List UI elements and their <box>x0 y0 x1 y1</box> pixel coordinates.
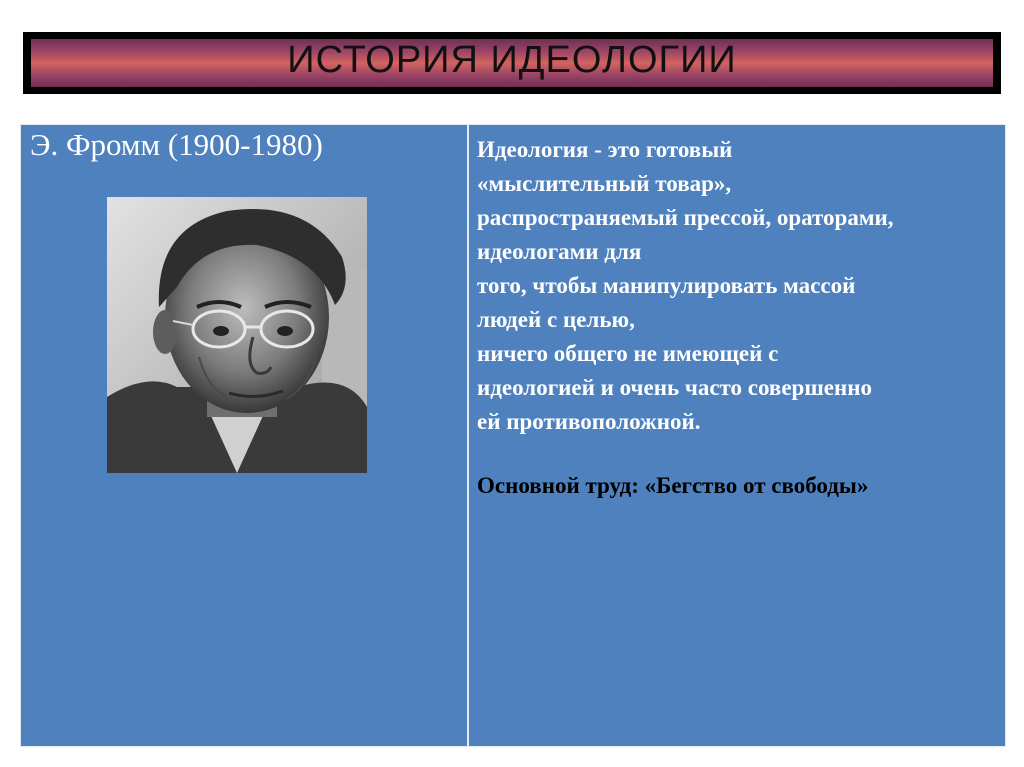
portrait-photo <box>107 197 367 473</box>
slide-title: ИСТОРИЯ ИДЕОЛОГИИ <box>287 38 737 81</box>
definition-line: идеологами для <box>477 239 642 264</box>
person-heading: Э. Фромм (1900-1980) <box>30 127 323 162</box>
definition-line: ей противоположной. <box>477 409 701 434</box>
title-bar <box>23 32 1001 94</box>
portrait-photo-icon <box>107 197 367 473</box>
definition-line: «мыслительный товар», <box>477 171 732 196</box>
column-divider <box>467 125 469 746</box>
definition-line: Идеология - это готовый <box>477 137 733 162</box>
definition-line: распространяемый прессой, ораторами, <box>477 205 894 230</box>
content-table <box>20 124 1006 747</box>
main-work-text: Основной труд: «Бегство от свободы» <box>477 473 869 498</box>
definition-line: того, чтобы манипулировать массой <box>477 273 856 298</box>
definition-line: ничего общего не имеющей с <box>477 341 779 366</box>
definition-line: людей с целью, <box>477 307 635 332</box>
title-band <box>31 39 993 87</box>
definition-line: идеологией и очень часто совершенно <box>477 375 872 400</box>
definition-text <box>477 133 997 439</box>
